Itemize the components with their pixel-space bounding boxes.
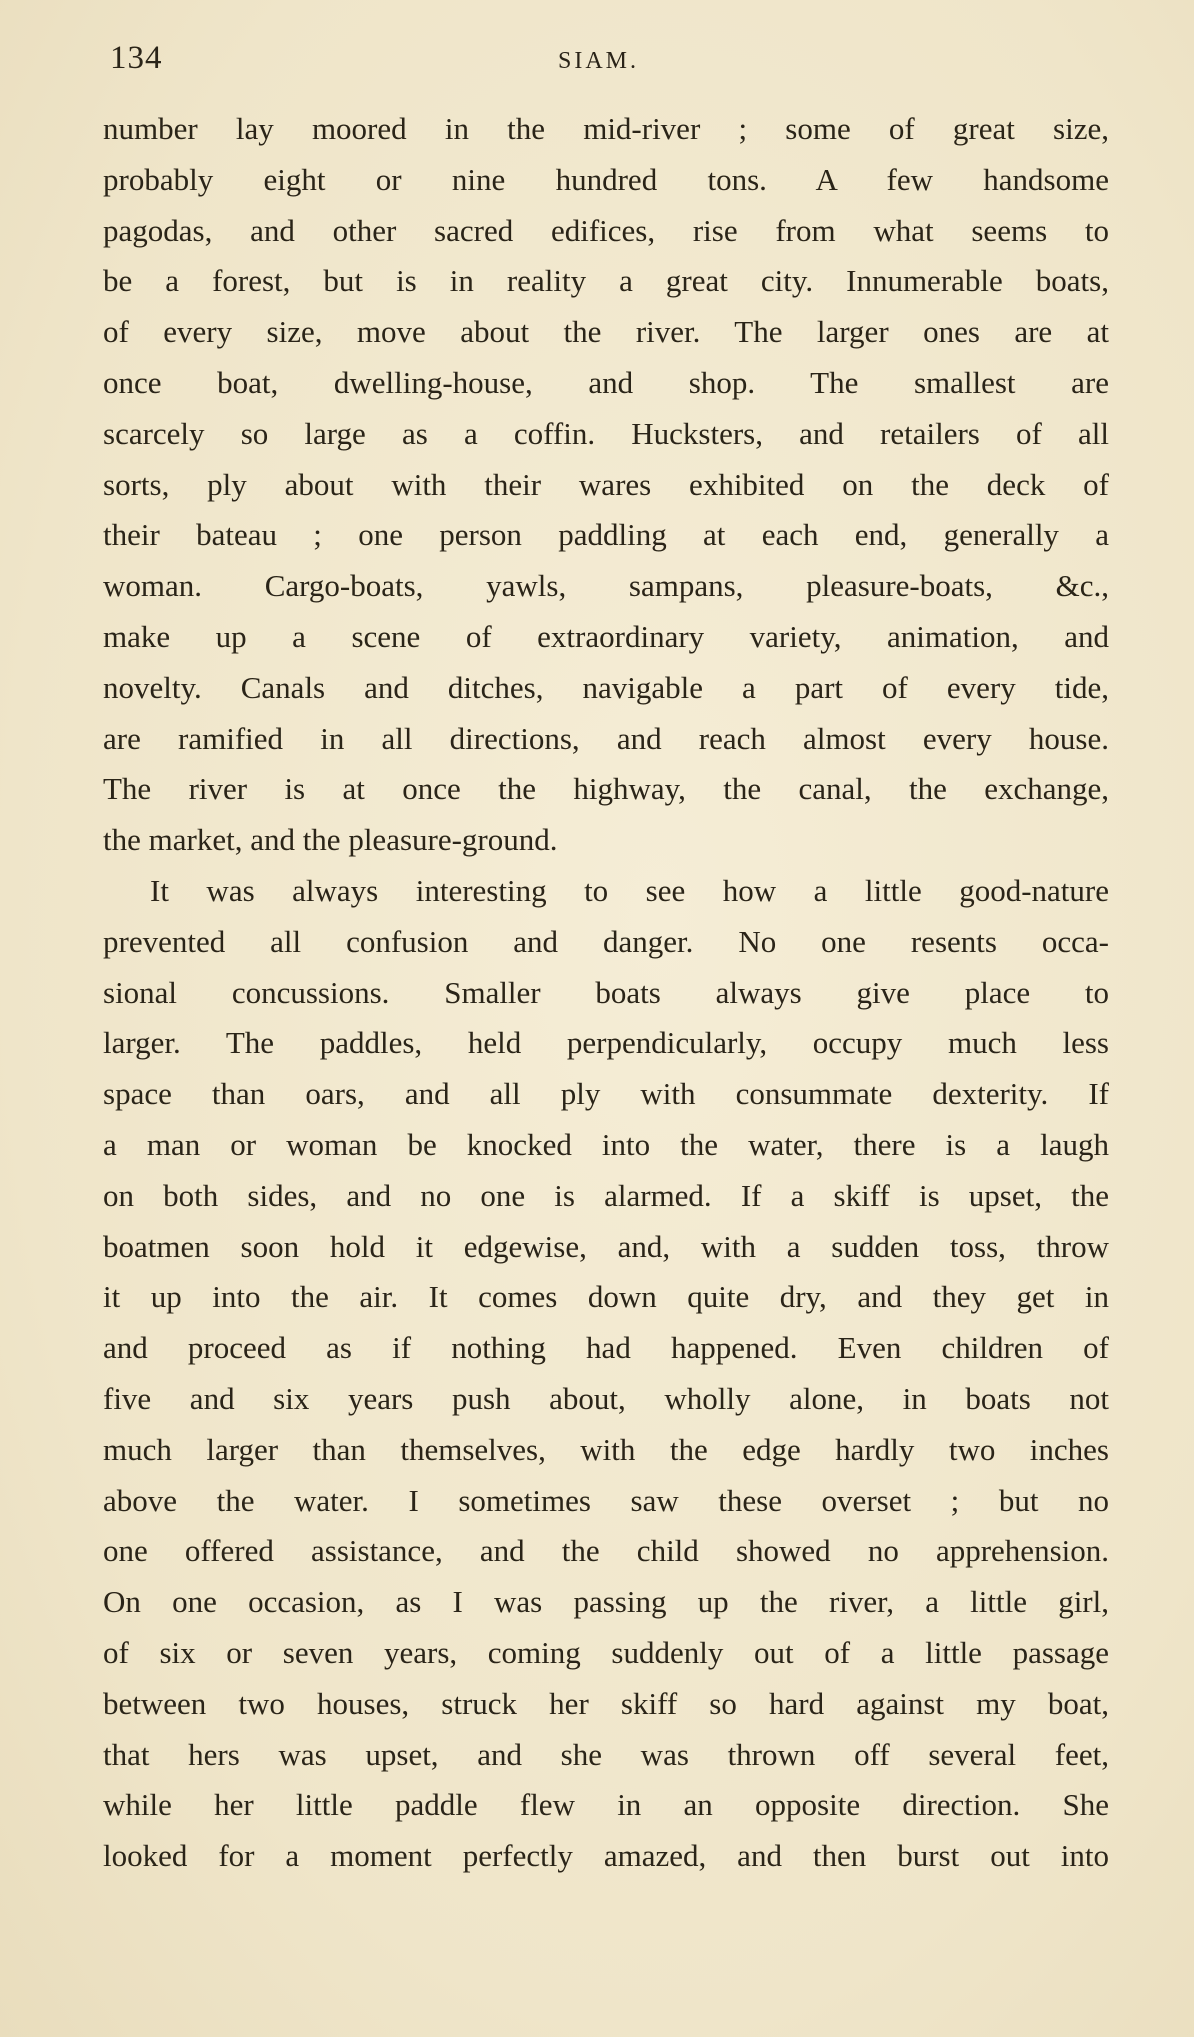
text-line: between two houses, struck her skiff so hard against my boat, bbox=[103, 1685, 1109, 1721]
body-text bbox=[103, 104, 1109, 1882]
text-line: their bateau ; one person paddling at each end, generally a bbox=[103, 517, 1109, 553]
text-line: sorts, ply about with their wares exhibited on the deck of bbox=[103, 466, 1109, 502]
text-line: prevented all confusion and danger. No one resents occa- bbox=[103, 923, 1109, 959]
text-line: above the water. I sometimes saw these overset ; but no bbox=[103, 1482, 1109, 1518]
text-line: on both sides, and no one is alarmed. If a skiff is upset, the bbox=[103, 1177, 1109, 1213]
paragraph bbox=[103, 866, 1109, 1882]
text-line: much larger than themselves, with the edge hardly two inches bbox=[103, 1431, 1109, 1467]
text-line: and proceed as if nothing had happened. Even children of bbox=[103, 1330, 1109, 1366]
text-line: space than oars, and all ply with consummate dexterity. If bbox=[103, 1076, 1109, 1112]
running-head: SIAM. bbox=[558, 48, 640, 74]
paragraph bbox=[103, 104, 1109, 866]
text-line: scarcely so large as a coffin. Hucksters, and retailers of all bbox=[103, 415, 1109, 451]
text-line: number lay moored in the mid-river ; some of great size, bbox=[103, 111, 1109, 146]
page-number: 134 bbox=[110, 40, 163, 76]
text-line: larger. The paddles, held perpendicularly, occupy much less bbox=[103, 1025, 1109, 1061]
text-line: are ramified in all directions, and reach almost every house. bbox=[103, 720, 1109, 756]
text-line: probably eight or nine hundred tons. A few handsome bbox=[103, 161, 1109, 197]
text-line: five and six years push about, wholly alone, in boats not bbox=[103, 1380, 1109, 1416]
text-line: the market, and the pleasure-ground. bbox=[103, 822, 558, 858]
page-header bbox=[110, 40, 1104, 80]
text-line: pagodas, and other sacred edifices, rise from what seems to bbox=[103, 212, 1109, 248]
text-line: one offered assistance, and the child showed no apprehension. bbox=[103, 1533, 1109, 1569]
text-line: The river is at once the highway, the canal, the exchange, bbox=[103, 771, 1109, 807]
text-line: once boat, dwelling-house, and shop. The smallest are bbox=[103, 364, 1109, 400]
text-line: boatmen soon hold it edgewise, and, with a sudden toss, throw bbox=[103, 1228, 1109, 1264]
text-line: be a forest, but is in reality a great city. Innumerable boats, bbox=[103, 263, 1109, 299]
text-line: looked for a moment perfectly amazed, and then burst out into bbox=[103, 1838, 1109, 1874]
text-line: a man or woman be knocked into the water, there is a laugh bbox=[103, 1126, 1109, 1162]
text-line: it up into the air. It comes down quite dry, and they get in bbox=[103, 1279, 1109, 1315]
text-line: of six or seven years, coming suddenly out of a little passage bbox=[103, 1634, 1109, 1670]
text-line: that hers was upset, and she was thrown off several feet, bbox=[103, 1736, 1109, 1772]
text-line: It was always interesting to see how a little good-nature bbox=[150, 872, 1109, 908]
text-line: while her little paddle flew in an opposite direction. She bbox=[103, 1787, 1109, 1823]
text-line: make up a scene of extraordinary variety, animation, and bbox=[103, 618, 1109, 654]
text-line: novelty. Canals and ditches, navigable a part of every tide, bbox=[103, 669, 1109, 705]
text-line: of every size, move about the river. The larger ones are at bbox=[103, 314, 1109, 350]
text-line: woman. Cargo-boats, yawls, sampans, pleasure-boats, &c., bbox=[103, 568, 1109, 604]
text-line: sional concussions. Smaller boats always give place to bbox=[103, 974, 1109, 1010]
text-line: On one occasion, as I was passing up the river, a little girl, bbox=[103, 1584, 1109, 1620]
